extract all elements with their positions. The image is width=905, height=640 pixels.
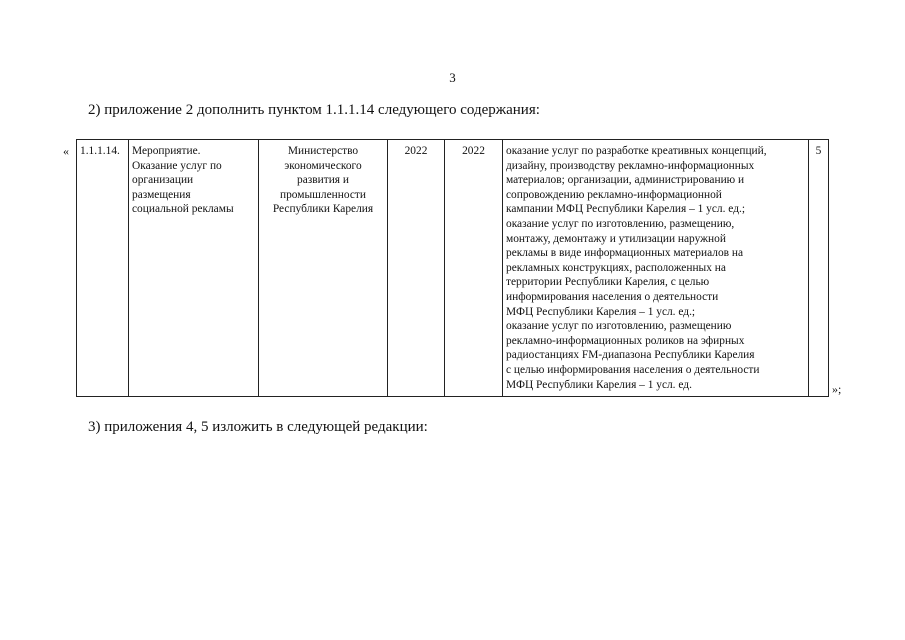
description-line: материалов; организации, администрированию и — [506, 174, 745, 187]
event-line: Оказание услуг по — [132, 159, 222, 172]
description-line: сопровождению рекламно-информационной — [506, 188, 722, 201]
description-line: информирования населения о деятельности — [506, 290, 719, 303]
value-text: 5 — [815, 145, 822, 157]
ministry-line: Министерство — [287, 145, 359, 157]
cell-year-end — [445, 140, 503, 397]
description-line: МФЦ Республики Карелия – 1 усл. ед.; — [506, 305, 696, 318]
event-line: организации — [132, 174, 194, 187]
description-line: монтажу, демонтажу и утилизации наружной — [506, 232, 726, 245]
description-line: кампании МФЦ Республики Карелия – 1 усл. ед.; — [506, 203, 746, 216]
ministry-line: Республики Карелия — [272, 203, 374, 216]
item-number-text: 1.1.1.14. — [80, 145, 120, 157]
description-line: территории Республики Карелия, с целью — [506, 276, 710, 289]
paragraph-restate-appendices: 3) приложения 4, 5 изложить в следующей редакции: — [88, 419, 428, 435]
cell-responsible-ministry — [259, 140, 388, 397]
table-row — [77, 140, 829, 397]
cell-event — [129, 140, 259, 397]
description-line: радиостанциях FM-диапазона Республики Карелия — [506, 349, 755, 362]
description-line: оказание услуг по изготовлению, размещению, — [506, 217, 735, 230]
cell-year-start — [388, 140, 445, 397]
closing-quote-mark: »; — [832, 382, 842, 396]
event-line: размещения — [132, 188, 191, 201]
description-line: оказание услуг по разработке креативных концепций, — [506, 145, 767, 157]
description-line: рекламных конструкциях, расположенных на — [506, 261, 726, 274]
description-line: дизайну, производству рекламно-информационных — [506, 159, 755, 172]
cell-description — [503, 140, 809, 397]
cell-item-number — [77, 140, 129, 397]
ministry-line: промышленности — [280, 188, 366, 201]
cell-value — [809, 140, 829, 397]
year-start-text: 2022 — [404, 145, 428, 157]
description-line: рекламно-информационных роликов на эфирных — [506, 334, 745, 347]
description-line: МФЦ Республики Карелия – 1 усл. ед. — [506, 378, 692, 391]
ministry-line: развития и — [297, 174, 349, 187]
event-line: Мероприятие. — [132, 145, 201, 157]
paragraph-amend-appendix-2: 2) приложение 2 дополнить пунктом 1.1.1.14 следующего содержания: — [88, 102, 540, 118]
description-line: рекламы в виде информационных материалов на — [506, 247, 744, 260]
description-line: оказание услуг по изготовлению, размещению — [506, 320, 732, 333]
year-end-text: 2022 — [462, 145, 485, 157]
inserted-row-table — [76, 139, 829, 397]
opening-quote-mark: « — [63, 144, 69, 158]
event-line: социальной рекламы — [132, 203, 234, 216]
description-line: с целью информирования населения о деятельности — [506, 363, 760, 376]
ministry-line: экономического — [284, 159, 362, 172]
page-number: 3 — [449, 70, 456, 85]
